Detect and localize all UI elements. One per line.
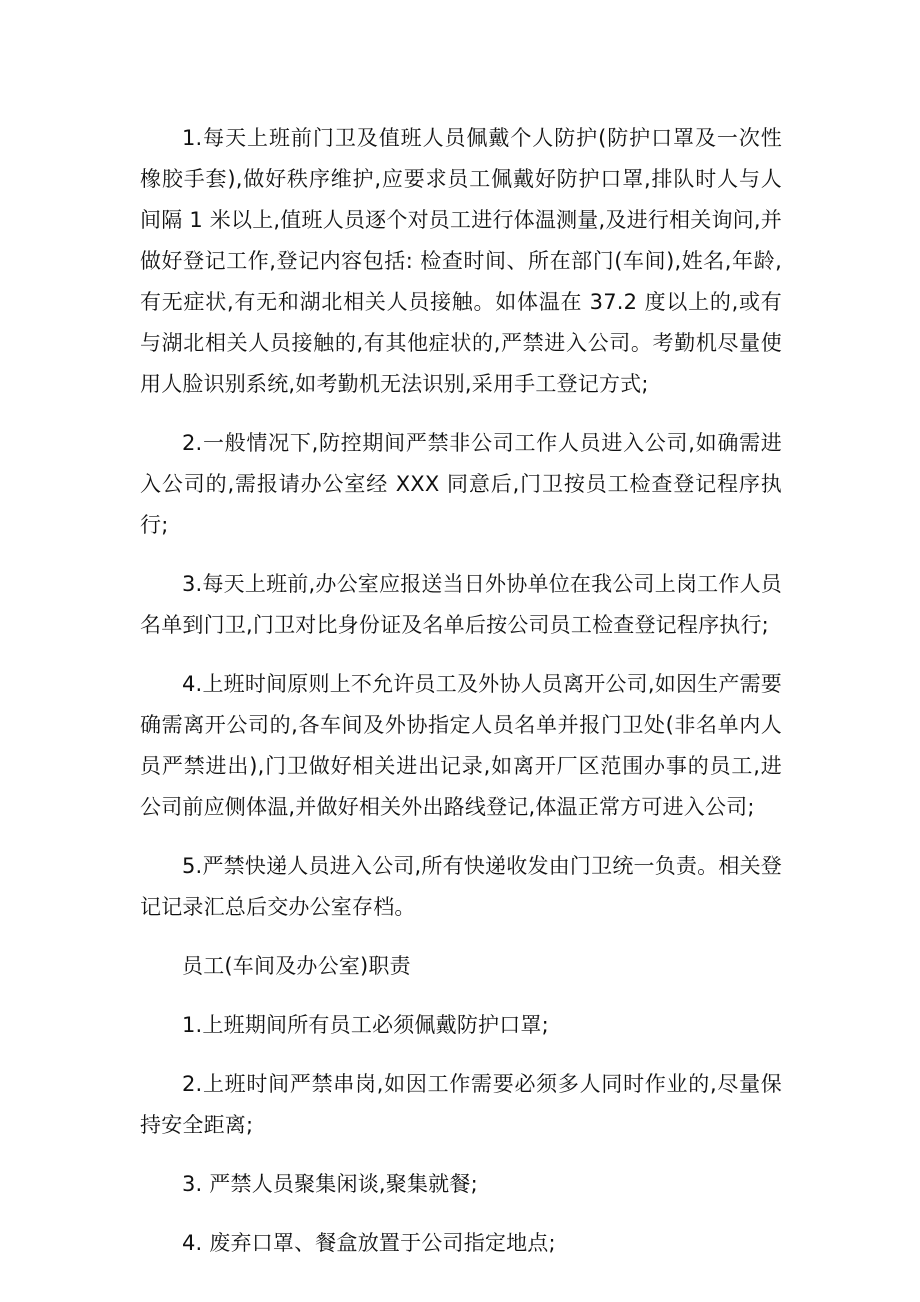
paragraph-gate-duty-3: 3.每天上班前,办公室应报送当日外协单位在我公司上岗工作人员名单到门卫,门卫对比身份证及名单后按公司员工检查登记程序执行; <box>140 572 782 637</box>
section-heading-employee-duties: 员工(车间及办公室)职责 <box>182 954 411 978</box>
employee-duty-4: 4. 废弃口罩、餐盒放置于公司指定地点; <box>182 1231 556 1255</box>
paragraph-gate-duty-1: 1.每天上班前门卫及值班人员佩戴个人防护(防护口罩及一次性橡胶手套),做好秩序维护,应要求员工佩戴好防护口罩,排队时人与人间隔 1 米以上,值班人员逐个对员工进行体温测量,及进行相关询问,并做好登记工作,登记内容包括: 检查时间、所在部门(车间),姓名,年龄,有无症状,有无和湖北相关人员接触。如体温在 37.2 度以上的,或有与湖北相关人员接触的,有其他症状的,严禁进入公司。考勤机尽量使用人脸识别系统,如考勤机无法识别,采用手工登记方式; <box>140 126 782 396</box>
paragraph-gate-duty-5: 5.严禁快递人员进入公司,所有快递收发由门卫统一负责。相关登记记录汇总后交办公室存档。 <box>140 854 782 919</box>
employee-duty-2: 2.上班时间严禁串岗,如因工作需要必须多人同时作业的,尽量保持安全距离; <box>140 1072 782 1137</box>
document-page <box>140 118 782 1264</box>
employee-duty-1: 1.上班期间所有员工必须佩戴防护口罩; <box>182 1013 549 1037</box>
employee-duty-3: 3. 严禁人员聚集闲谈,聚集就餐; <box>182 1172 478 1196</box>
paragraph-gate-duty-4: 4.上班时间原则上不允许员工及外协人员离开公司,如因生产需要确需离开公司的,各车间及外协指定人员名单并报门卫处(非名单内人员严禁进出),门卫做好相关进出记录,如离开厂区范围办事的员工,进公司前应侧体温,并做好相关外出路线登记,体温正常方可进入公司; <box>140 672 782 819</box>
paragraph-gate-duty-2: 2.一般情况下,防控期间严禁非公司工作人员进入公司,如确需进入公司的,需报请办公室经 XXX 同意后,门卫按员工检查登记程序执行; <box>140 431 782 537</box>
